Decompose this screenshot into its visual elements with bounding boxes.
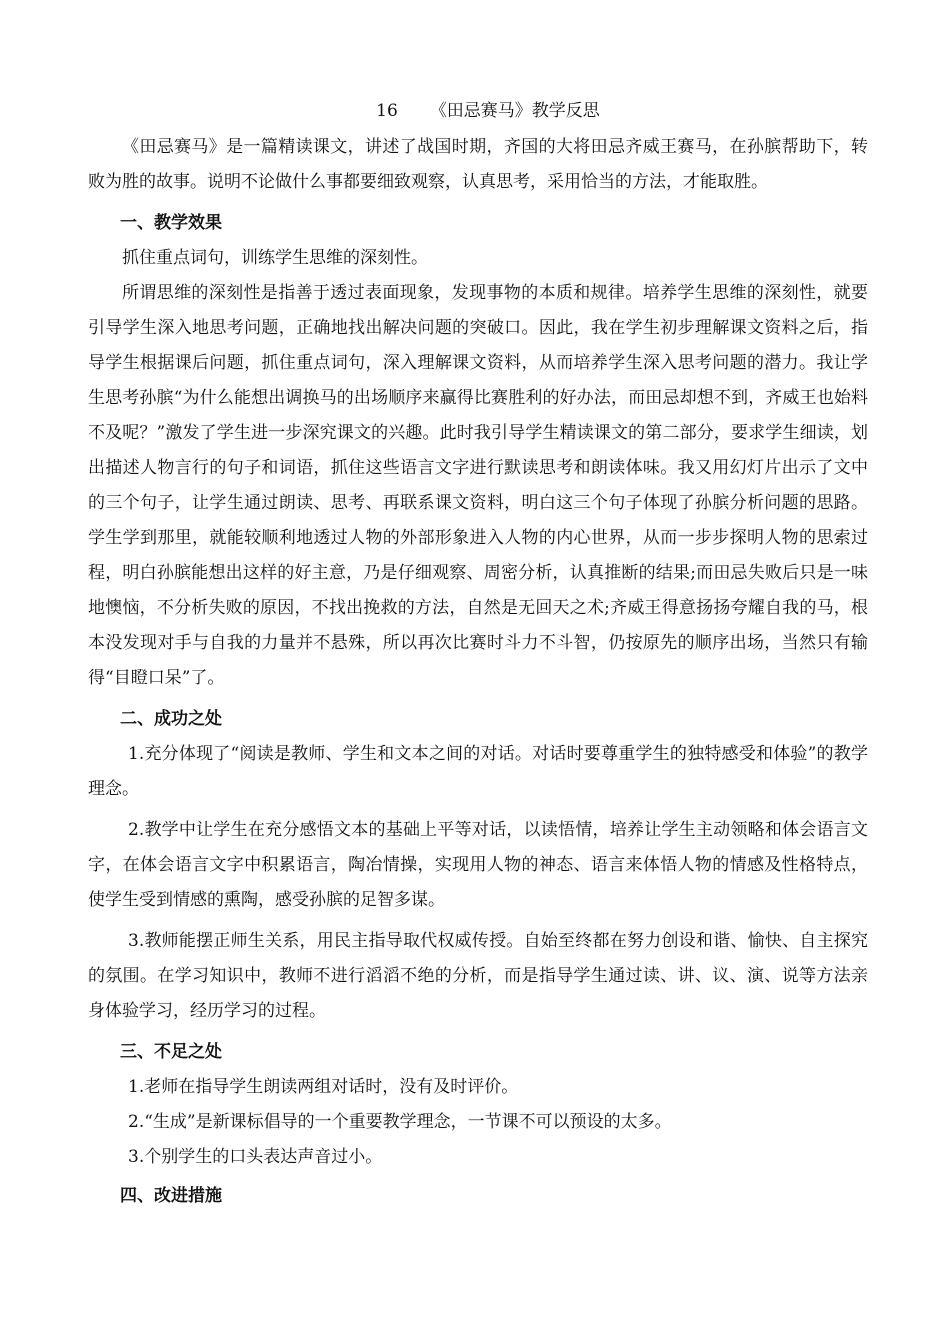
section-heading-success: 二、成功之处	[120, 709, 222, 729]
effect-body-paragraph: 所谓思维的深刻性是指善于透过表面现象，发现事物的本质和规律。培养学生思维的深刻性，就要引导学生深入地思考问题，正确地找出解决问题的突破口。因此，我在学生初步理解课文资料之后，指导学生根据课后问题，抓住重点词句，深入理解课文资料，从而培养学生深入思考问题的潜力。我让学生思考孙膑“为什么能想出调换马的出场顺序来赢得比赛胜利的好办法，而田忌却想不到，齐威王也始料不及呢？”激发了学生进一步深究课文的兴趣。此时我引导学生精读课文的第二部分，要求学生细读，划出描述人物言行的句子和词语，抓住这些语言文字进行默读思考和朗读体味。我又用幻灯片出示了文中的三个句子，让学生通过朗读、思考、再联系课文资料，明白这三个句子体现了孙膑分析问题的思路。学生学到那里，就能较顺利地透过人物的外部形象进入人物的内心世界，从而一步步探明人物的思索过程，明白孙膑能想出这样的好主意，乃是仔细观察、周密分析，认真推断的结果;而田忌失败后只是一味地懊恼，不分析失败的原因，不找出挽救的方法，自然是无回天之术;齐威王得意扬扬夸耀自我的马，根本没发现对手与自我的力量并不悬殊，所以再次比赛时斗力不斗智，仍按原先的顺序出场，当然只有输得“目瞪口呆”了。	[88, 283, 868, 688]
shortcoming-item-1: 1.老师在指导学生朗读两组对话时，没有及时评价。	[128, 1077, 519, 1097]
shortcoming-item-3: 3.个别学生的口头表达声音过小。	[128, 1147, 383, 1167]
section-heading-improvement: 四、改进措施	[120, 1186, 222, 1206]
success-item-2: 2.教学中让学生在充分感悟文本的基础上平等对话，以读悟情，培养让学生主动领略和体会语言文字，在体会语言文字中积累语言，陶冶情操，实现用人物的神态、语言来体悟人物的情感及性格特点，使学生受到情感的熏陶，感受孙膑的足智多谋。	[88, 820, 868, 910]
success-item-1: 1.充分体现了“阅读是教师、学生和文本之间的对话。对话时要尊重学生的独特感受和体验”的教学理念。	[88, 744, 868, 799]
section-heading-shortcomings: 三、不足之处	[120, 1042, 222, 1062]
effect-lead-paragraph: 抓住重点词句，训练学生思维的深刻性。	[122, 248, 428, 268]
intro-paragraph: 《田忌赛马》是一篇精读课文，讲述了战国时期，齐国的大将田忌齐威王赛马，在孙膑帮助下，转败为胜的故事。说明不论做什么事都要细致观察，认真思考，采用恰当的方法，才能取胜。	[88, 137, 868, 192]
success-item-3: 3.教师能摆正师生关系，用民主指导取代权威传授。自始至终都在努力创设和谐、愉快、自主探究的氛围。在学习知识中，教师不进行滔滔不绝的分析，而是指导学生通过读、讲、议、演、说等方法亲身体验学习，经历学习的过程。	[88, 931, 868, 1021]
title-text: 《田忌赛马》教学反思	[429, 101, 600, 121]
section-heading-effect: 一、教学效果	[120, 213, 222, 233]
document-title	[88, 96, 868, 126]
document-page	[88, 96, 868, 1214]
shortcoming-item-2: 2.“生成”是新课标倡导的一个重要教学理念，一节课不可以预设的太多。	[128, 1112, 672, 1132]
lesson-number: 16	[376, 101, 398, 121]
